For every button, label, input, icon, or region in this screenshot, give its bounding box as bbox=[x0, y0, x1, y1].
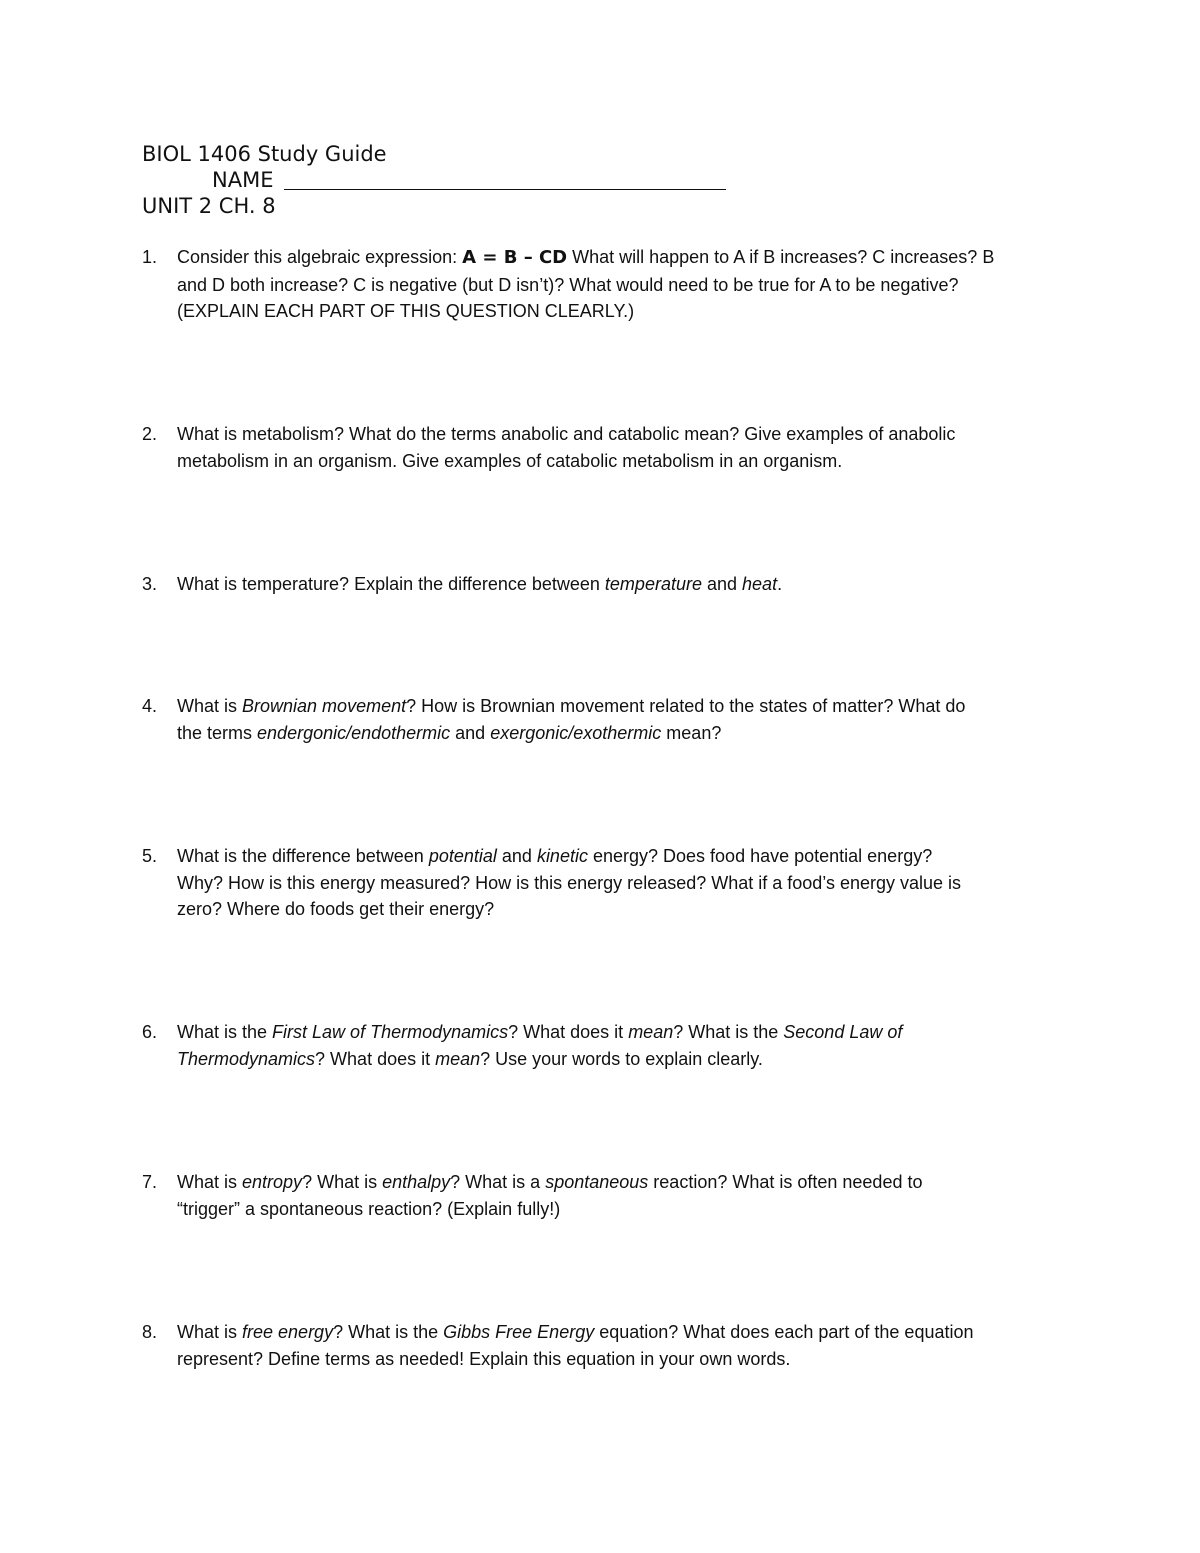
question-line bbox=[177, 896, 1072, 923]
question-text bbox=[177, 1169, 1072, 1222]
text-run: zero? Where do foods get their energy? bbox=[177, 899, 495, 919]
text-run: metabolism in an organism. Give examples of catabolic metabolism in an organism. bbox=[177, 450, 843, 471]
text-run: . bbox=[777, 574, 783, 594]
text-run: What is bbox=[177, 1322, 243, 1342]
text-run: and bbox=[701, 574, 743, 594]
text-run: and bbox=[450, 722, 491, 743]
text-run: Thermodynamics bbox=[177, 1048, 316, 1069]
question-line bbox=[177, 1319, 1072, 1346]
question-text bbox=[177, 571, 1072, 598]
question-line bbox=[177, 298, 1072, 325]
question-line bbox=[177, 1346, 1072, 1373]
question-number: 1. bbox=[142, 247, 158, 267]
text-run: What is bbox=[177, 696, 243, 716]
text-run: enthalpy bbox=[382, 1172, 451, 1192]
text-run: ? How is Brownian movement related to the states of matter? What do bbox=[406, 696, 966, 716]
text-run: What is the difference between bbox=[177, 846, 429, 866]
question-text bbox=[177, 244, 1072, 325]
text-run: mean bbox=[628, 1022, 674, 1042]
question-line bbox=[177, 870, 1072, 897]
question-line bbox=[177, 421, 1072, 448]
question-number: 7. bbox=[142, 1172, 158, 1192]
text-run: free energy bbox=[242, 1322, 334, 1342]
question-number: 8. bbox=[142, 1322, 158, 1342]
text-run: ? Use your words to explain clearly. bbox=[480, 1048, 763, 1069]
text-run: What will happen to A if B increases? C increases? B bbox=[567, 247, 995, 267]
question-text bbox=[177, 693, 1072, 746]
text-run: mean bbox=[435, 1048, 481, 1069]
question-line bbox=[177, 571, 1072, 598]
text-run: Why? How is this energy measured? How is this energy released? What if a food’s energy value is bbox=[177, 872, 962, 893]
question-line bbox=[177, 843, 1072, 870]
question-line bbox=[177, 1019, 1072, 1046]
text-run: spontaneous bbox=[545, 1172, 649, 1192]
question-text bbox=[177, 1319, 1072, 1372]
question-line bbox=[177, 720, 1072, 747]
text-run: What is the bbox=[177, 1022, 273, 1042]
question-line bbox=[177, 693, 1072, 720]
question-number: 6. bbox=[142, 1022, 158, 1042]
text-run: kinetic bbox=[536, 846, 588, 866]
text-run: “trigger” a spontaneous reaction? (Explain fully!) bbox=[177, 1198, 561, 1219]
text-run: What is metabolism? What do the terms anabolic and catabolic mean? Give examples of anabolic bbox=[177, 424, 956, 444]
text-run: mean? bbox=[661, 722, 722, 743]
text-run: heat bbox=[742, 574, 778, 594]
text-run: ? What is the bbox=[333, 1322, 444, 1342]
text-run: Brownian movement bbox=[242, 696, 407, 716]
question-line bbox=[177, 1169, 1072, 1196]
unit-heading: UNIT 2 CH. 8 bbox=[142, 194, 276, 218]
text-run: and D both increase? C is negative (but D isn’t)? What would need to be true for A to be negative? bbox=[177, 274, 959, 295]
question-text bbox=[177, 1019, 1072, 1072]
question-number: 5. bbox=[142, 846, 158, 866]
question-line bbox=[177, 272, 1072, 299]
question-line bbox=[177, 1196, 1072, 1223]
text-run: ? What does it bbox=[315, 1048, 436, 1069]
question-text bbox=[177, 421, 1072, 474]
question-number: 2. bbox=[142, 424, 158, 444]
text-run: What is temperature? Explain the difference between bbox=[177, 574, 605, 594]
text-run: Consider this algebraic expression: bbox=[177, 247, 463, 267]
text-run: exergonic/exothermic bbox=[490, 722, 662, 743]
question-line bbox=[177, 448, 1072, 475]
question-number: 3. bbox=[142, 574, 158, 594]
name-label: NAME bbox=[212, 168, 274, 192]
text-run: Gibbs Free Energy bbox=[443, 1322, 595, 1342]
text-run: ? What is the bbox=[673, 1022, 784, 1042]
text-run: and bbox=[496, 846, 537, 866]
text-run: potential bbox=[428, 846, 497, 866]
text-run: entropy bbox=[242, 1172, 303, 1192]
text-run: ? What is bbox=[302, 1172, 383, 1192]
question-line bbox=[177, 244, 1072, 272]
text-run: the terms bbox=[177, 722, 258, 743]
text-run: (EXPLAIN EACH PART OF THIS QUESTION CLEARLY.) bbox=[177, 301, 635, 321]
text-run: endergonic/endothermic bbox=[257, 722, 451, 743]
text-run: A = B – CD bbox=[462, 247, 568, 268]
question-line bbox=[177, 1046, 1072, 1073]
text-run: reaction? What is often needed to bbox=[648, 1172, 923, 1192]
text-run: temperature bbox=[604, 574, 702, 594]
text-run: First Law of Thermodynamics bbox=[272, 1022, 509, 1042]
text-run: represent? Define terms as needed! Explain this equation in your own words. bbox=[177, 1348, 791, 1369]
document-title: BIOL 1406 Study Guide bbox=[142, 142, 387, 166]
text-run: energy? Does food have potential energy? bbox=[587, 846, 933, 866]
name-blank-line bbox=[284, 189, 726, 190]
question-text bbox=[177, 843, 1072, 923]
text-run: ? What does it bbox=[508, 1022, 629, 1042]
text-run: What is bbox=[177, 1172, 243, 1192]
text-run: Second Law of bbox=[783, 1022, 903, 1042]
question-number: 4. bbox=[142, 696, 158, 716]
text-run: ? What is a bbox=[450, 1172, 546, 1192]
text-run: equation? What does each part of the equation bbox=[594, 1322, 974, 1342]
